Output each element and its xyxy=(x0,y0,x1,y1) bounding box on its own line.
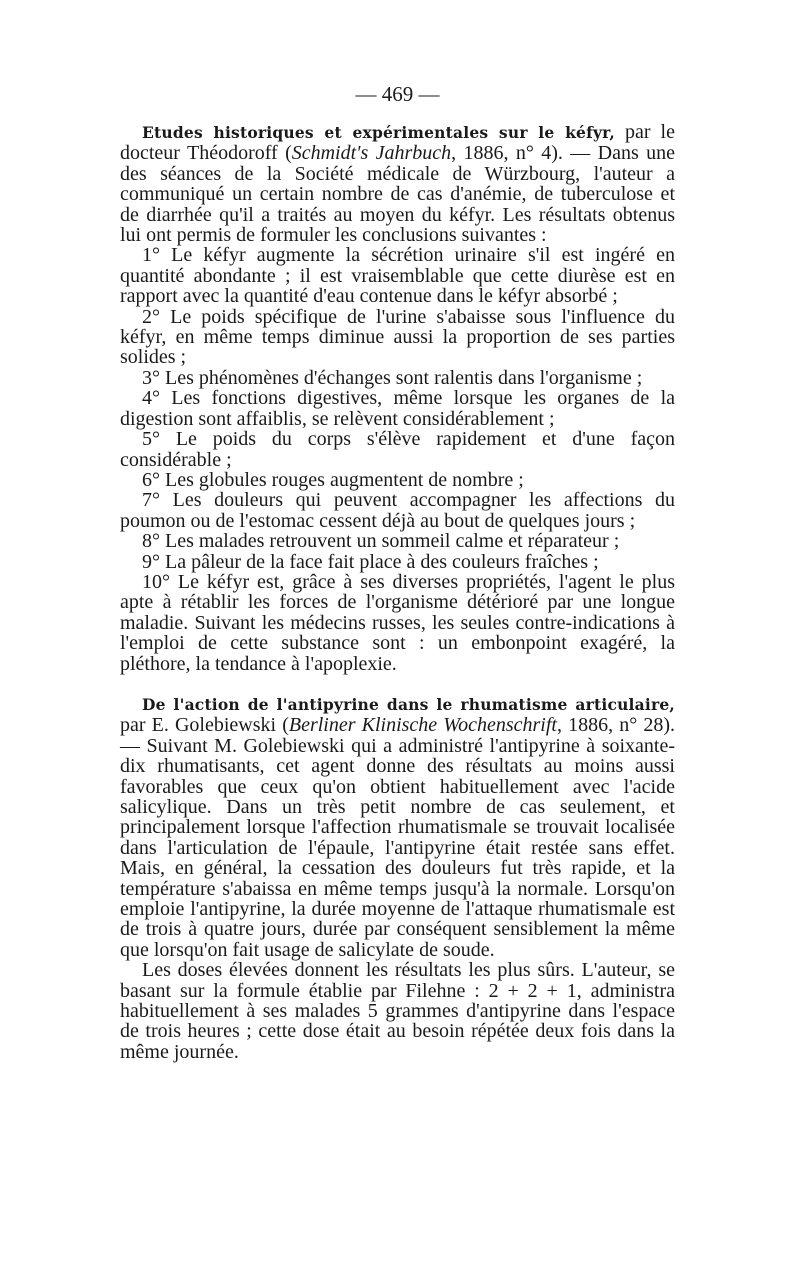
article-antipyrine-intro-b: , 1886, n° 28). — Suivant M. Golebiewski qui a administré l'antipyrine à soixante-dix rhumatisants, cet agent donne des résultats au moins aussi favorables que ceux qu'on obtient habituellement avec l'acide salicylique. Dans un très petit nombre de cas seulement, et principalement lorsque l'affection rhumatismale se trouvait localisée dans l'articulation de l'épaule, l'antipyrine était restée sans effet. Mais, en général, la cessation des douleurs fut très rapide, et la température s'abaissa en même temps jusqu'à la normale. Lorsqu'on emploie l'antipyrine, la durée moyenne de l'attaque rhumatismale est de trois à quatre jours, durée par conséquent sensiblement la même que lorsqu'on fait usage de salicylate de soude. xyxy=(120,714,675,961)
page-number: — 469 — xyxy=(355,82,440,106)
conclusion-item: 6° Les globules rouges augmentent de nombre ; xyxy=(142,468,524,491)
conclusion-item: 5° Le poids du corps s'élève rapidement et d'une façon considérable ; xyxy=(120,428,675,471)
conclusion-item: 3° Les phénomènes d'échanges sont ralentis dans l'organisme ; xyxy=(142,366,643,389)
article-antipyrine-intro-a: par E. Golebiewski ( xyxy=(120,714,289,737)
conclusion-item: 9° La pâleur de la face fait place à des couleurs fraîches ; xyxy=(142,550,599,573)
article-antipyrine-source: Berliner Klinische Wochenschrift xyxy=(288,714,557,737)
article-antipyrine-heading: De l'action de l'antipyrine dans le rhumatisme articulaire, xyxy=(142,694,675,714)
article-kefyr-intro-a: par le docteur Théodoroff ( xyxy=(120,121,675,165)
section-gap xyxy=(120,674,675,694)
conclusion-item: 2° Le poids spécifique de l'urine s'abaisse sous l'influence du kéfyr, en même temps diminue aussi la proportion de ses parties solides ; xyxy=(120,305,675,369)
article-antipyrine-intro xyxy=(120,694,675,960)
conclusion-item: 4° Les fonctions digestives, même lorsque les organes de la digestion sont affaiblis, se relèvent considérablement ; xyxy=(120,387,675,430)
article-kefyr-intro xyxy=(120,122,675,245)
article-antipyrine xyxy=(120,694,675,1062)
document-page xyxy=(120,82,675,1062)
article-kefyr-source: Schmidt's Jahrbuch xyxy=(291,142,452,165)
conclusion-item: 1° Le kéfyr augmente la sécrétion urinaire s'il est ingéré en quantité abondante ; il est vraisemblable que cette diurèse est en rapport avec la quantité d'eau contenue dans le kéfyr absorbé ; xyxy=(120,244,675,308)
article-antipyrine-para2: Les doses élevées donnent les résultats les plus sûrs. L'auteur, se basant sur la formule établie par Filehne : 2 + 2 + 1, administra habituellement à ses malades 5 grammes d'antipyrine dans l'espace de trois heures ; cette dose était au besoin répétée deux fois dans la même journée. xyxy=(120,959,675,1063)
article-kefyr xyxy=(120,122,675,674)
conclusion-item: 8° Les malades retrouvent un sommeil calme et réparateur ; xyxy=(142,530,620,553)
conclusion-item: 7° Les douleurs qui peuvent accompagner les affections du poumon ou de l'estomac cessent déjà au bout de quelques jours ; xyxy=(120,489,675,532)
article-kefyr-heading: Etudes historiques et expérimentales sur le kéfyr, xyxy=(142,123,615,142)
article-kefyr-intro-b: , 1886, n° 4). — Dans une des séances de la Société médicale de Würzbourg, l'auteur a communiqué un certain nombre de cas d'anémie, de tuberculose et de diarrhée qu'il a traités au moyen du kéfyr. Les résultats obtenus lui ont permis de formuler les conclusions suivantes : xyxy=(120,142,676,247)
conclusion-item: 10° Le kéfyr est, grâce à ses diverses propriétés, l'agent le plus apte à rétablir les forces de l'organisme détérioré par une longue maladie. Suivant les médecins russes, les seules contre-indications à l'emploi de cette substance sont : un embonpoint exagéré, la pléthore, la tendance à l'apoplexie. xyxy=(120,570,675,675)
